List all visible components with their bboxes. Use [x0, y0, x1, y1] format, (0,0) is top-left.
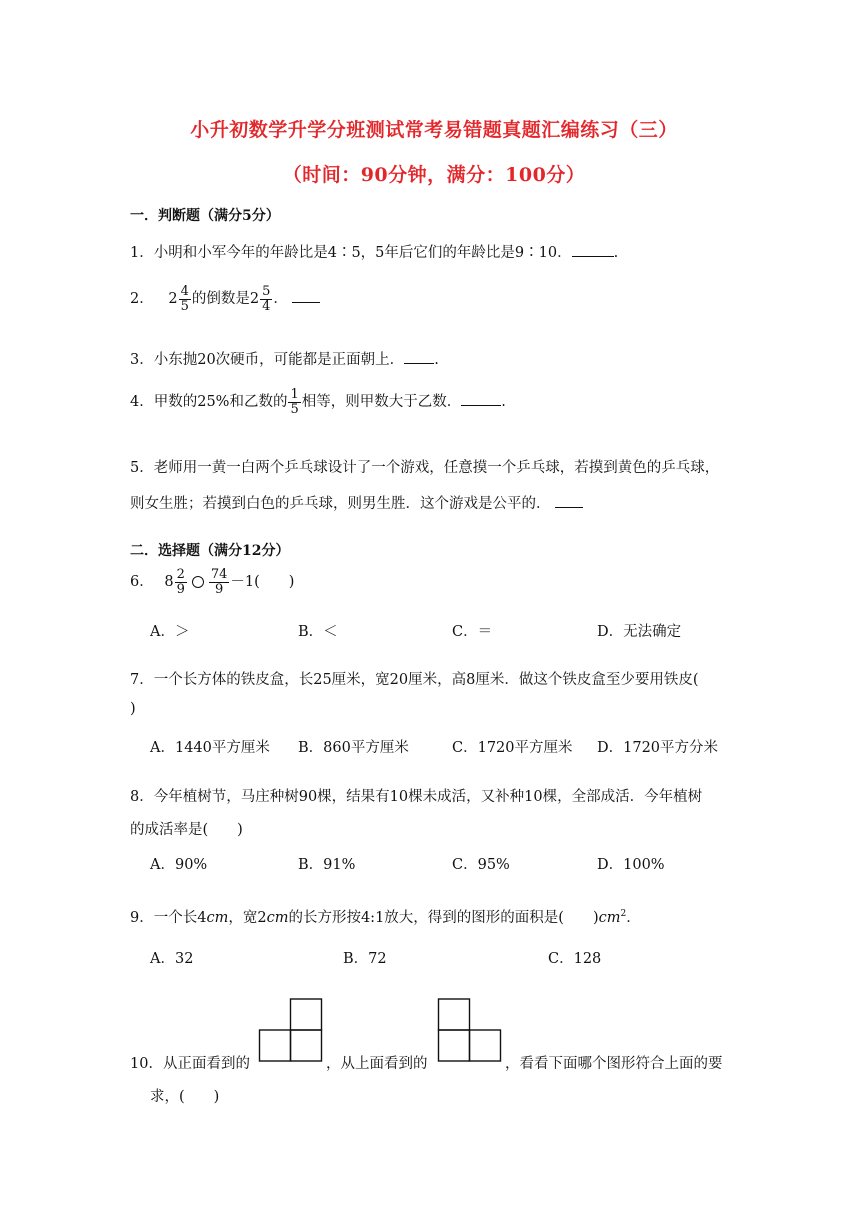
question-number: 3．: [130, 352, 154, 368]
fraction: [209, 568, 230, 596]
value: 4: [197, 910, 207, 926]
mixed-whole: 2: [249, 291, 260, 308]
question-end: .: [434, 352, 439, 368]
denominator: 9: [176, 581, 185, 597]
question-10-line-2: 求，( ): [150, 1089, 220, 1105]
numerator: 2: [176, 567, 185, 582]
question-end: ．: [626, 910, 641, 926]
fraction: [175, 568, 187, 596]
denominator: 4: [262, 298, 271, 314]
answer-blank: [572, 256, 614, 257]
option-d[interactable]: D．100%: [597, 857, 665, 873]
question-text: 小明和小军今年的年龄比是4∶5，5年后它们的年龄比是9∶10．: [153, 245, 572, 261]
question-number: 9．: [130, 910, 154, 926]
question-text: 一个长方体的铁皮盒，长25厘米，宽20厘米，高8厘米．做这个铁皮盒至少要用铁皮(: [153, 672, 699, 688]
option-d[interactable]: D．1720平方分米: [597, 740, 719, 756]
question-text: 相等，则甲数大于乙数．: [301, 394, 462, 411]
answer-blank: [555, 507, 583, 508]
option-d[interactable]: D．无法确定: [597, 624, 682, 640]
numerator: 4: [180, 284, 189, 299]
question-number: 8．: [130, 789, 154, 805]
question-7-line-2: ): [130, 701, 136, 717]
question-10-part-3: ，看看下面哪个图形符合上面的要: [505, 1056, 723, 1072]
question-end: .: [613, 245, 619, 261]
question-8-line-2: 的成活率是( ): [130, 822, 243, 838]
question-3: [130, 348, 439, 369]
question-end: .: [501, 394, 506, 411]
question-text: 则女生胜；若摸到白色的乒乓球，则男生胜．这个游戏是公平的．: [130, 496, 551, 512]
question-text: 的倒数是: [191, 291, 250, 308]
unit: cm: [206, 910, 229, 926]
compare-circle: [192, 576, 204, 588]
question-text: ，宽: [228, 910, 258, 926]
front-view-figure: [258, 998, 324, 1064]
denominator: 5: [290, 401, 299, 417]
question-5: [130, 456, 719, 477]
question-text: 甲数的25%和乙数的: [153, 394, 288, 411]
section-2-heading: 二．选择题（满分12分）: [130, 543, 290, 559]
question-9: [130, 906, 641, 927]
answer-blank: [461, 405, 501, 406]
numerator: 74: [210, 567, 228, 582]
question-6: [130, 568, 294, 596]
question-8: [130, 785, 702, 806]
fraction: [179, 285, 191, 313]
option-c[interactable]: C．1720平方厘米: [452, 740, 573, 756]
question-number: 6．: [130, 574, 154, 591]
unit: cm: [266, 910, 289, 926]
question-4: [130, 388, 506, 416]
option-a[interactable]: A．＞: [150, 624, 190, 640]
question-text: 今年植树节，马庄种树90棵，结果有10棵未成活，又补种10棵，全部成活．今年植树: [153, 789, 703, 805]
question-number: 7．: [130, 672, 154, 688]
question-text: 老师用一黄一白两个乒乓球设计了一个游戏，任意摸一个乒乓球，若摸到黄色的乒乓球，: [153, 460, 720, 476]
fraction: [288, 388, 300, 416]
denominator: 9: [214, 581, 224, 597]
option-c[interactable]: C．128: [548, 951, 602, 967]
question-10-part-2: ，从上面看到的: [326, 1056, 428, 1072]
option-c[interactable]: C．＝: [452, 624, 493, 640]
question-end: ．: [273, 291, 288, 308]
fraction: [260, 285, 272, 313]
question-number: 4．: [130, 394, 154, 411]
unit: cm: [598, 910, 621, 926]
option-a[interactable]: A．1440平方厘米: [150, 740, 270, 756]
page-subtitle: （时间：90分钟，满分：100分）: [282, 164, 586, 186]
question-text: －1( ): [230, 574, 295, 591]
option-b[interactable]: B．＜: [298, 624, 338, 640]
question-1: [130, 241, 618, 262]
denominator: 5: [180, 298, 189, 314]
value: 2: [257, 910, 267, 926]
question-2: [130, 285, 320, 313]
numerator: 5: [262, 284, 271, 299]
option-a[interactable]: A．32: [150, 951, 194, 967]
option-c[interactable]: C．95%: [452, 857, 510, 873]
question-text: 小东抛20次硬币，可能都是正面朝上．: [153, 352, 405, 368]
section-1-heading: 一．判断题（满分5分）: [130, 208, 280, 224]
option-a[interactable]: A．90%: [150, 857, 208, 873]
mixed-whole: 8: [164, 574, 174, 591]
option-b[interactable]: B．72: [343, 951, 387, 967]
numerator: 1: [290, 387, 299, 402]
question-7: [130, 668, 699, 689]
answer-blank: [404, 363, 434, 364]
question-number: 10．: [130, 1056, 163, 1072]
answer-blank: [292, 302, 320, 303]
option-b[interactable]: B．91%: [298, 857, 356, 873]
question-text: 从正面看到的: [162, 1056, 250, 1072]
mixed-whole: 2: [168, 291, 178, 308]
top-view-figure: [437, 998, 503, 1064]
question-number: 5．: [130, 460, 154, 476]
superscript: 2: [620, 909, 627, 920]
page-title: 小升初数学升学分班测试常考易错题真题汇编练习（三）: [190, 119, 678, 141]
question-number: 1．: [130, 245, 154, 261]
question-10-part-1: [130, 1052, 250, 1073]
question-5-line-2: [130, 492, 583, 513]
option-b[interactable]: B．860平方厘米: [298, 740, 409, 756]
question-number: 2．: [130, 291, 154, 308]
question-text: 的长方形按4:1放大，得到的图形的面积是( ): [288, 910, 599, 926]
question-text: 一个长: [153, 910, 198, 926]
